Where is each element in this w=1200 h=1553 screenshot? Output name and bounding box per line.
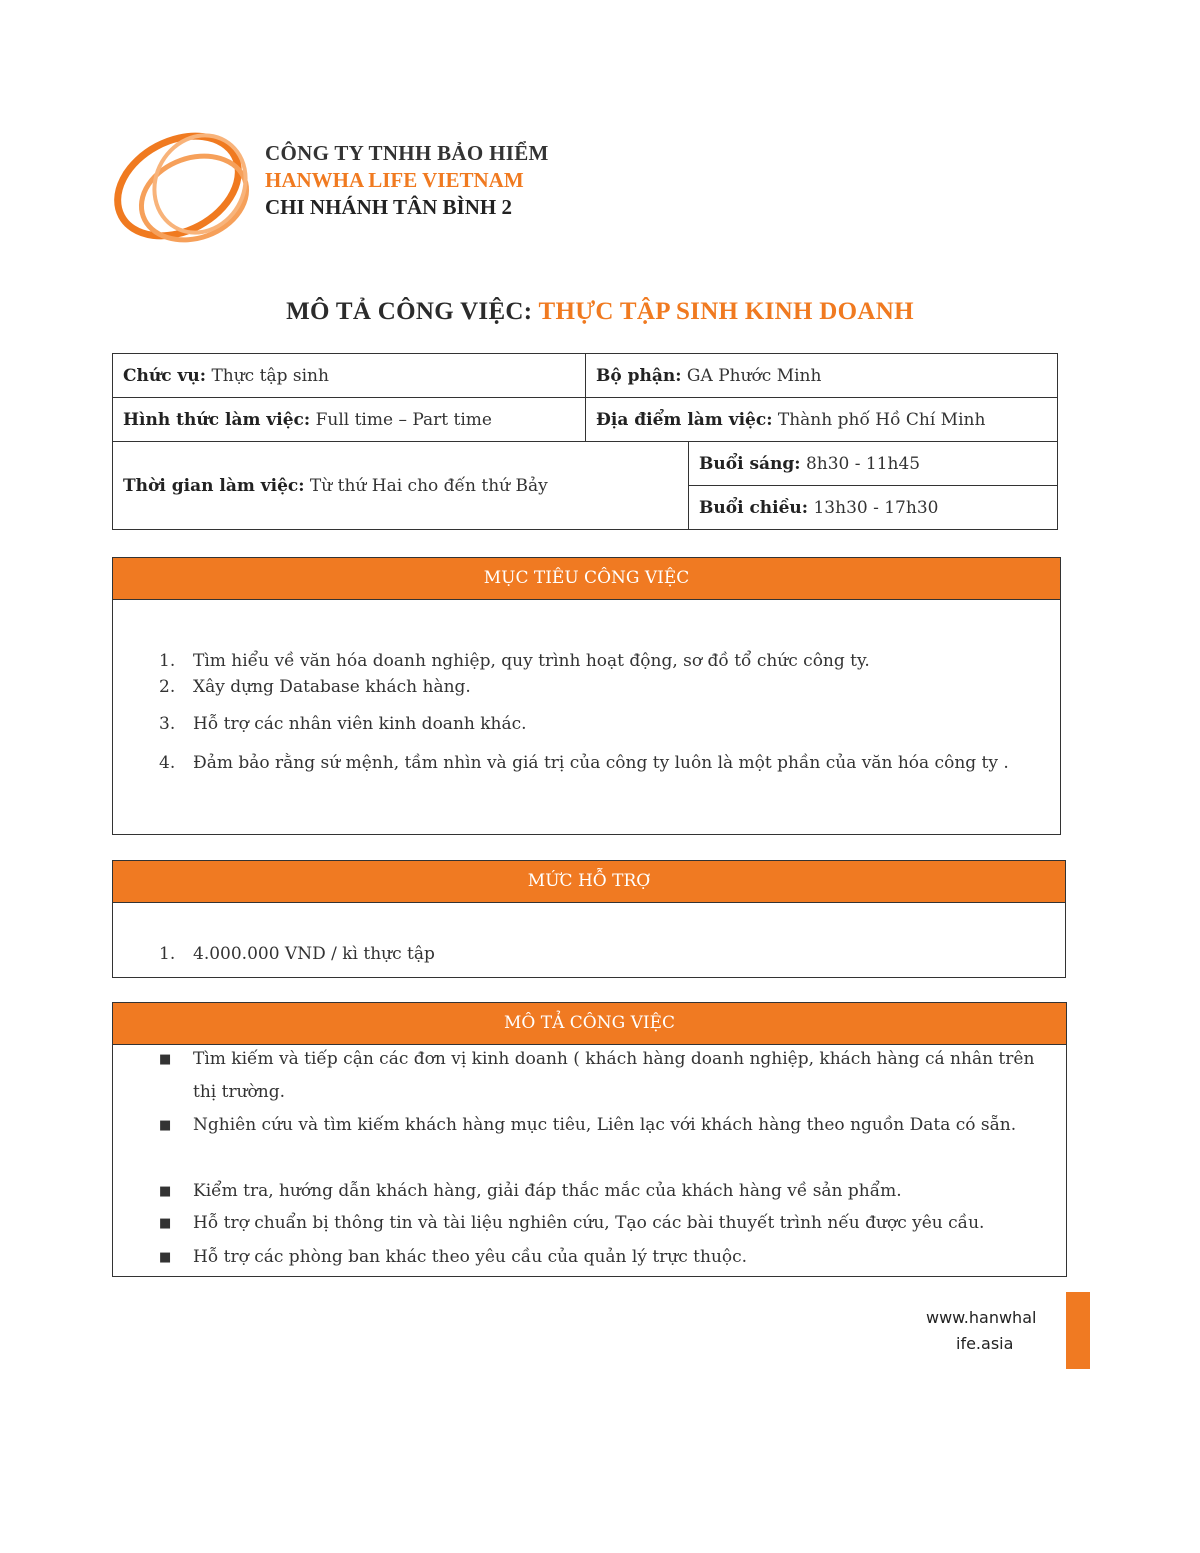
footer-url-line-1[interactable]: www.hanwhal xyxy=(926,1308,1037,1327)
list-text: Hỗ trợ các nhân viên kinh doanh khác. xyxy=(193,714,527,734)
description-section xyxy=(112,1002,1067,1277)
goals-heading: MỤC TIÊU CÔNG VIỆC xyxy=(113,558,1060,600)
company-line-1: CÔNG TY TNHH BẢO HIỂM xyxy=(265,141,549,165)
hanwha-logo-icon xyxy=(108,126,254,252)
job-info-table xyxy=(112,353,1058,530)
title-position: THỰC TẬP SINH KINH DOANH xyxy=(538,298,914,325)
bullet-icon: ■ xyxy=(159,1250,172,1265)
company-line-2: HANWHA LIFE VIETNAM xyxy=(265,168,524,192)
time-label: Thời gian làm việc: xyxy=(123,475,305,496)
location-cell xyxy=(586,398,1058,442)
list-text: Xây dựng Database khách hàng. xyxy=(193,677,471,697)
list-text: Hỗ trợ chuẩn bị thông tin và tài liệu nghiên cứu, Tạo các bài thuyết trình nếu được yêu cầu. xyxy=(193,1213,985,1233)
role-cell xyxy=(113,354,586,398)
list-item xyxy=(159,753,1009,773)
goals-section xyxy=(112,557,1061,835)
title-prefix: MÔ TẢ CÔNG VIỆC: xyxy=(286,298,539,325)
list-item xyxy=(159,1207,1053,1240)
dept-cell xyxy=(586,354,1058,398)
afternoon-value: 13h30 - 17h30 xyxy=(808,497,939,518)
list-item xyxy=(159,1109,1053,1142)
bullet-icon: ■ xyxy=(159,1184,172,1199)
list-text: Kiểm tra, hướng dẫn khách hàng, giải đáp thắc mắc của khách hàng về sản phẩm. xyxy=(193,1181,902,1201)
list-text: Đảm bảo rằng sứ mệnh, tầm nhìn và giá trị của công ty luôn là một phần của văn hóa công ty . xyxy=(193,753,1009,773)
list-text: Nghiên cứu và tìm kiếm khách hàng mục tiêu, Liên lạc với khách hàng theo nguồn Data có sẵn. xyxy=(193,1115,1017,1135)
list-item xyxy=(159,1241,1053,1274)
company-line-3: CHI NHÁNH TÂN BÌNH 2 xyxy=(265,195,512,219)
company-header xyxy=(265,140,549,221)
page-title xyxy=(0,298,1200,326)
list-number: 1. xyxy=(159,944,176,964)
worktype-cell xyxy=(113,398,586,442)
worktype-label: Hình thức làm việc: xyxy=(123,409,311,430)
list-item xyxy=(159,1175,1053,1208)
bullet-icon: ■ xyxy=(159,1052,172,1067)
list-item xyxy=(159,714,527,734)
afternoon-label: Buổi chiều: xyxy=(699,497,809,518)
footer-accent-bar xyxy=(1066,1292,1090,1369)
dept-value: GA Phước Minh xyxy=(681,365,822,386)
location-value: Thành phố Hồ Chí Minh xyxy=(772,409,986,430)
description-heading: MÔ TẢ CÔNG VIỆC xyxy=(113,1003,1066,1045)
role-label: Chức vụ: xyxy=(123,365,207,386)
footer-url-line-2[interactable]: ife.asia xyxy=(956,1334,1014,1353)
afternoon-cell xyxy=(689,486,1058,530)
morning-value: 8h30 - 11h45 xyxy=(800,453,921,474)
role-value: Thực tập sinh xyxy=(206,365,329,386)
support-heading: MỨC HỖ TRỢ xyxy=(113,861,1065,903)
list-item xyxy=(159,677,471,697)
list-text: Hỗ trợ các phòng ban khác theo yêu cầu của quản lý trực thuộc. xyxy=(193,1247,748,1267)
list-item xyxy=(159,944,435,964)
list-number: 4. xyxy=(159,753,176,773)
list-number: 3. xyxy=(159,714,176,734)
footer-url[interactable] xyxy=(926,1305,1056,1357)
worktype-value: Full time – Part time xyxy=(310,409,492,430)
list-text: 4.000.000 VND / kì thực tập xyxy=(193,944,435,964)
dept-label: Bộ phận: xyxy=(596,365,682,386)
list-number: 1. xyxy=(159,651,176,671)
bullet-icon: ■ xyxy=(159,1216,172,1231)
location-label: Địa điểm làm việc: xyxy=(596,409,773,430)
time-cell xyxy=(113,442,689,530)
list-number: 2. xyxy=(159,677,176,697)
morning-label: Buổi sáng: xyxy=(699,453,801,474)
morning-cell xyxy=(689,442,1058,486)
time-value: Từ thứ Hai cho đến thứ Bảy xyxy=(304,475,548,496)
list-item xyxy=(159,651,870,671)
list-text: Tìm hiểu về văn hóa doanh nghiệp, quy trình hoạt động, sơ đồ tổ chức công ty. xyxy=(193,651,870,671)
list-item xyxy=(159,1043,1053,1109)
support-section xyxy=(112,860,1066,978)
list-text: Tìm kiếm và tiếp cận các đơn vị kinh doanh ( khách hàng doanh nghiệp, khách hàng cá nhân trên thị trường. xyxy=(193,1049,1035,1102)
bullet-icon: ■ xyxy=(159,1118,172,1133)
